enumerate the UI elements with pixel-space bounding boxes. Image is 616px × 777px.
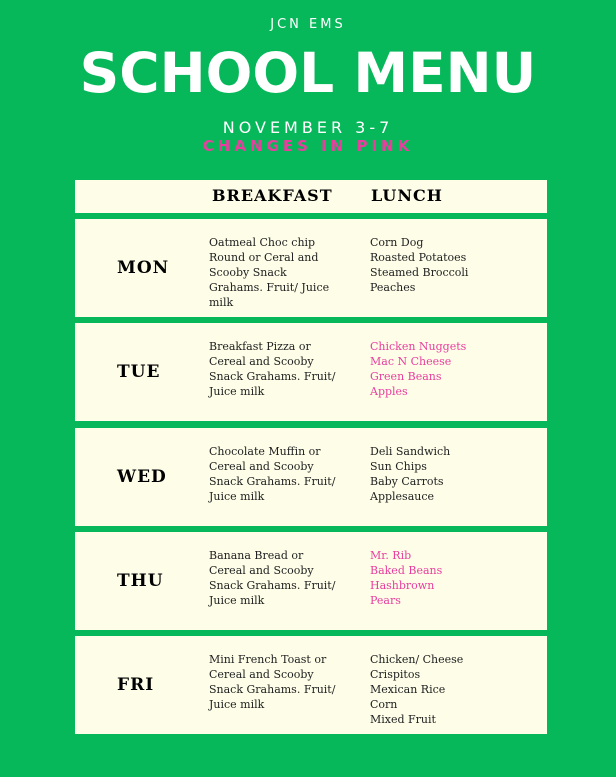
breakfast-line: Oatmeal Choc chip (209, 236, 316, 249)
lunch-items (370, 652, 540, 727)
lunch-items (370, 444, 540, 504)
lunch-line: Mac N Cheese (370, 355, 452, 368)
breakfast-line: Cereal and Scooby (209, 355, 314, 368)
lunch-column-header: LUNCH (371, 186, 443, 205)
lunch-line: Mixed Fruit (370, 713, 436, 726)
lunch-line: Pears (370, 594, 401, 607)
breakfast-line: Round or Ceral and (209, 251, 319, 264)
lunch-line: Baked Beans (370, 564, 443, 577)
menu-row-mon (75, 219, 547, 317)
page-title: SCHOOL MENU (79, 41, 537, 105)
day-label: THU (117, 571, 164, 591)
breakfast-line: milk (209, 296, 234, 309)
breakfast-line: Grahams. Fruit/ Juice (209, 281, 330, 294)
breakfast-line: Chocolate Muffin or (209, 445, 321, 458)
lunch-line: Peaches (370, 281, 416, 294)
lunch-line: Apples (370, 385, 408, 398)
breakfast-items (209, 235, 337, 310)
breakfast-line: Cereal and Scooby (209, 460, 314, 473)
day-label: MON (117, 258, 170, 278)
breakfast-line: Snack Grahams. Fruit/ (209, 579, 336, 592)
breakfast-line: Cereal and Scooby (209, 564, 314, 577)
day-label: WED (117, 467, 167, 487)
lunch-line: Mr. Rib (370, 549, 412, 562)
changes-note: CHANGES IN PINK (202, 137, 414, 155)
breakfast-line: Mini French Toast or (209, 653, 327, 666)
lunch-line: Chicken/ Cheese (370, 653, 464, 666)
lunch-line: Green Beans (370, 370, 442, 383)
lunch-line: Corn Dog (370, 236, 424, 249)
week-date: NOVEMBER 3-7 (222, 118, 394, 137)
lunch-line: Hashbrown (370, 579, 435, 592)
lunch-line: Crispitos (370, 668, 421, 681)
lunch-items (370, 339, 540, 399)
lunch-line: Sun Chips (370, 460, 427, 473)
breakfast-line: Banana Bread or (209, 549, 304, 562)
breakfast-line: Juice milk (209, 490, 265, 503)
lunch-line: Steamed Broccoli (370, 266, 469, 279)
breakfast-line: Juice milk (209, 385, 265, 398)
breakfast-column-header: BREAKFAST (212, 186, 333, 205)
breakfast-items (209, 444, 337, 504)
breakfast-items (209, 339, 337, 399)
breakfast-line: Scooby Snack (209, 266, 287, 279)
lunch-line: Deli Sandwich (370, 445, 451, 458)
lunch-items (370, 548, 540, 608)
day-label: TUE (117, 362, 161, 382)
breakfast-line: Snack Grahams. Fruit/ (209, 475, 336, 488)
lunch-line: Baby Carrots (370, 475, 444, 488)
lunch-line: Corn (370, 698, 398, 711)
lunch-line: Mexican Rice (370, 683, 446, 696)
lunch-line: Roasted Potatoes (370, 251, 467, 264)
breakfast-line: Breakfast Pizza or (209, 340, 311, 353)
breakfast-line: Cereal and Scooby (209, 668, 314, 681)
menu-row-thu (75, 532, 547, 630)
menu-row-wed (75, 428, 547, 526)
lunch-line: Chicken Nuggets (370, 340, 467, 353)
breakfast-items (209, 652, 337, 712)
breakfast-items (209, 548, 337, 608)
menu-header-row (75, 180, 547, 213)
lunch-line: Applesauce (370, 490, 435, 503)
menu-row-tue (75, 323, 547, 421)
breakfast-line: Snack Grahams. Fruit/ (209, 370, 336, 383)
school-name: JCN EMS (270, 17, 346, 32)
day-label: FRI (117, 675, 155, 695)
lunch-items (370, 235, 540, 295)
menu-row-fri (75, 636, 547, 734)
breakfast-line: Snack Grahams. Fruit/ (209, 683, 336, 696)
breakfast-line: Juice milk (209, 594, 265, 607)
breakfast-line: Juice milk (209, 698, 265, 711)
